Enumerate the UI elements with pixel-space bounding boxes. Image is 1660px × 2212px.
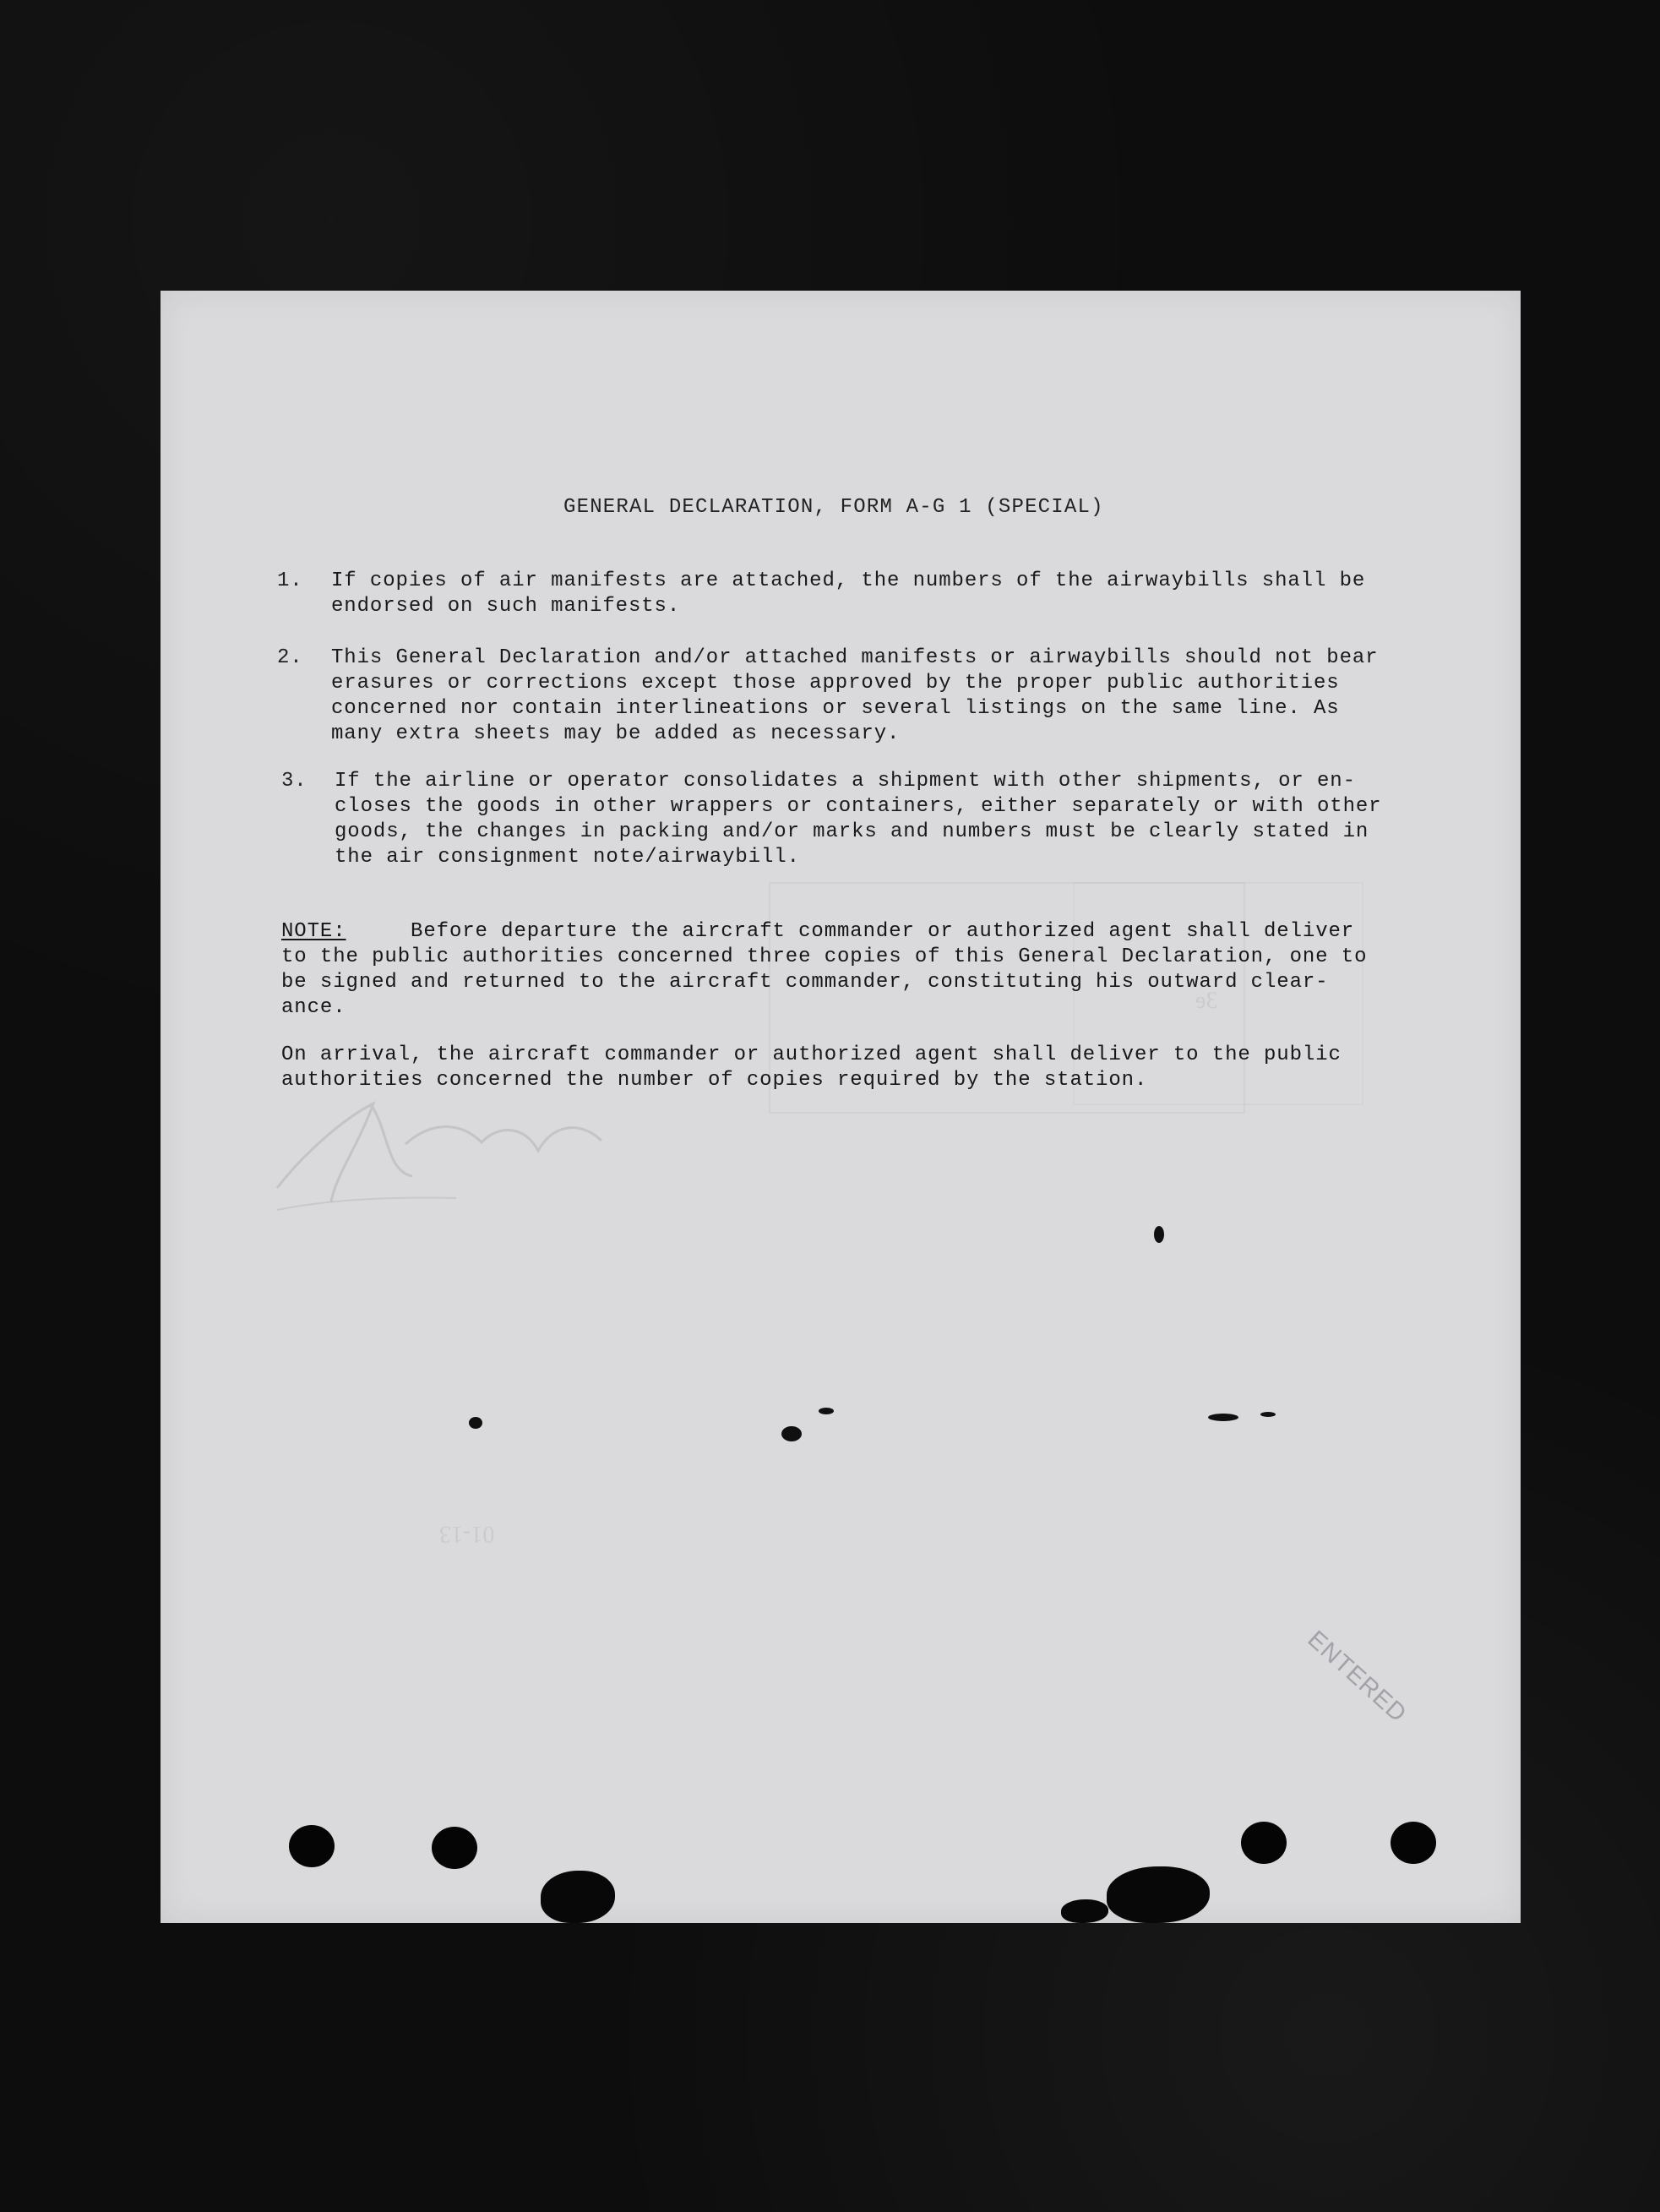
text-line: ance. xyxy=(281,996,346,1019)
text-line: authorities concerned the number of copies required by the station. xyxy=(281,1069,1148,1092)
text-line: On arrival, the aircraft commander or authorized agent shall deliver to the public xyxy=(281,1043,1342,1066)
item-text xyxy=(331,646,1400,747)
ink-speck xyxy=(781,1426,802,1441)
text-line: to the public authorities concerned three copies of this General Declaration, one to xyxy=(281,945,1368,968)
binding-hole xyxy=(1241,1822,1287,1864)
text-line: This General Declaration and/or attached manifests or airwaybills should not bear xyxy=(331,646,1379,669)
faint-reverse-stamp: ENTERED xyxy=(1302,1626,1412,1729)
note-block xyxy=(281,919,1409,1021)
damage-blot xyxy=(541,1871,615,1923)
faint-signature xyxy=(262,1076,625,1220)
text-line: the air consignment note/airwaybill. xyxy=(335,846,800,869)
item-number: 3. xyxy=(281,770,308,793)
binding-hole xyxy=(1391,1822,1436,1864)
binding-hole xyxy=(432,1827,477,1869)
ink-speck xyxy=(1154,1226,1164,1243)
text-line: erasures or corrections except those approved by the proper public authorities xyxy=(331,672,1340,695)
document-sheet xyxy=(161,291,1521,1923)
damage-blot xyxy=(1107,1866,1210,1923)
note-text: Before departure the aircraft commander or authorized agent shall deliver xyxy=(411,920,1355,943)
show-through-text: ɘƐ xyxy=(1195,988,1218,1014)
item-number: 2. xyxy=(277,646,303,669)
text-line: be signed and returned to the aircraft commander, constituting his outward clear- xyxy=(281,971,1329,994)
note-label: NOTE: xyxy=(281,920,346,943)
item-text xyxy=(335,769,1403,870)
text-line: closes the goods in other wrappers or containers, either separately or with other xyxy=(335,795,1382,818)
text-line: goods, the changes in packing and/or marks and numbers must be clearly stated in xyxy=(335,820,1369,843)
text-line: endorsed on such manifests. xyxy=(331,595,681,618)
text-line: concerned nor contain interlineations or several listings on the same line. As xyxy=(331,697,1340,720)
item-text xyxy=(331,569,1400,619)
ink-speck xyxy=(1260,1412,1276,1417)
text-line: many extra sheets may be added as necessary. xyxy=(331,722,901,745)
item-number: 1. xyxy=(277,569,303,592)
page-title: GENERAL DECLARATION, FORM A-G 1 (SPECIAL) xyxy=(563,496,1104,519)
ink-speck xyxy=(819,1408,834,1414)
show-through-text: 01-13 xyxy=(439,1521,495,1547)
note-first-line xyxy=(281,919,1409,945)
ink-speck xyxy=(469,1417,482,1429)
damage-blot xyxy=(1061,1899,1108,1923)
text-line: If copies of air manifests are attached, the numbers of the airwaybills shall be xyxy=(331,569,1366,592)
binding-hole xyxy=(289,1825,335,1867)
ink-speck xyxy=(1208,1414,1238,1421)
text-line: If the airline or operator consolidates a shipment with other shipments, or en- xyxy=(335,770,1356,793)
